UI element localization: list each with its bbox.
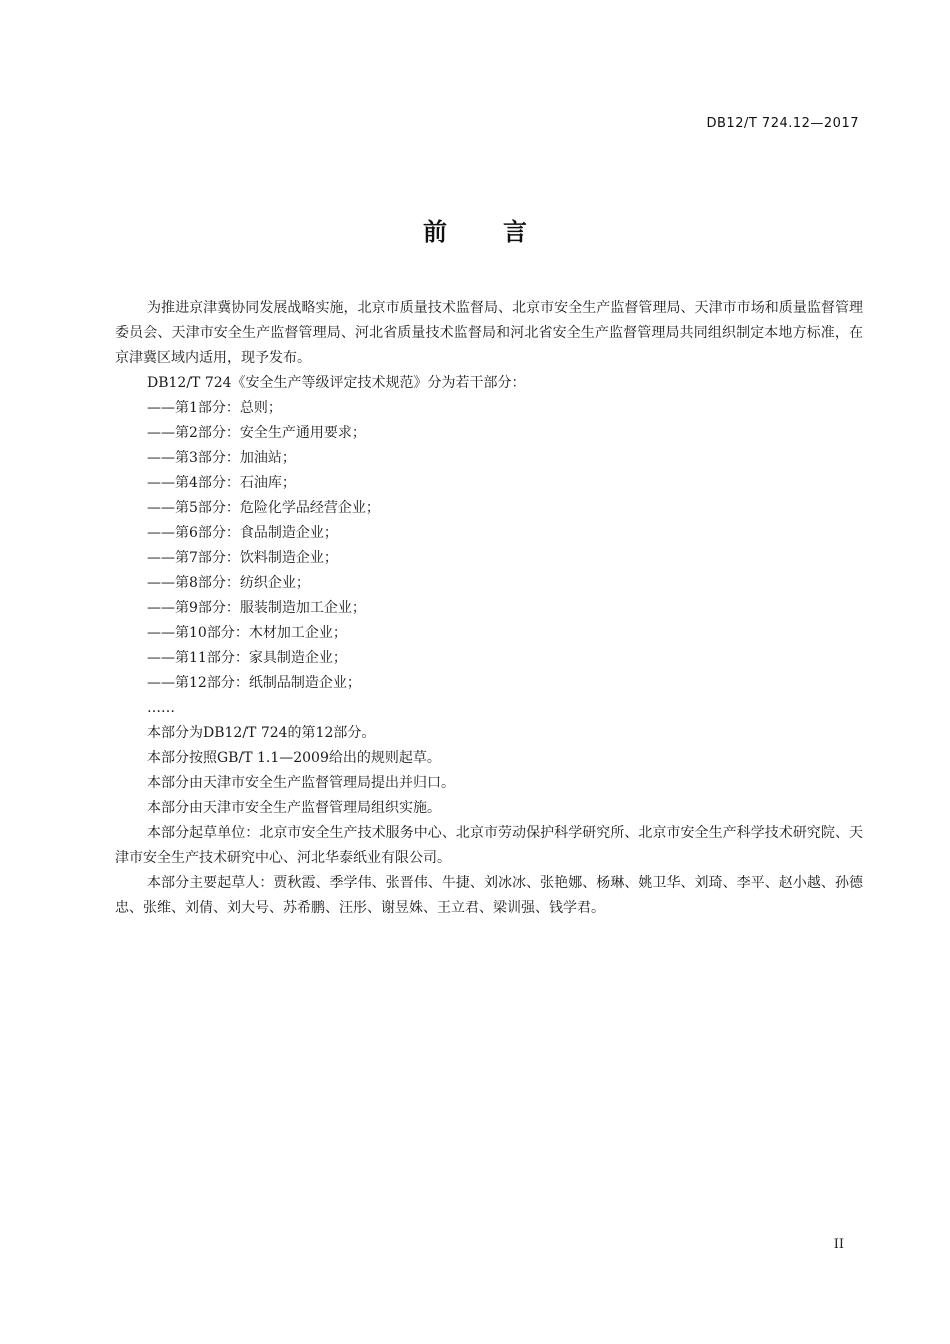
implemented-by-statement: 本部分由天津市安全生产监督管理局组织实施。 (147, 800, 441, 816)
page-number: II (833, 1237, 844, 1252)
list-item: ——第10部分：木材加工企业； (147, 625, 347, 641)
list-item: ——第9部分：服装制造加工企业； (147, 600, 366, 616)
list-item: ——第6部分：食品制造企业； (147, 525, 338, 541)
intro-paragraph: 为推进京津冀协同发展战略实施，北京市质量技术监督局、北京市安全生产监督管理局、天津市市场和质量监督管理委员会、天津市安全生产监督管理局、河北省质量技术监督局和河北省安全生产监督管理局共同组织制定本地方标准，在京津冀区域内适用，现予发布。 (115, 300, 863, 366)
list-item: ——第5部分：危险化学品经营企业； (147, 500, 380, 516)
drafters-paragraph: 本部分主要起草人：贾秋霞、季学伟、张晋伟、牛捷、刘冰冰、张艳娜、杨琳、姚卫华、刘琦、李平、赵小越、孙德忠、张维、刘倩、刘大号、苏希鹏、汪彤、谢昱姝、王立君、梁训强、钱学君。 (115, 875, 863, 916)
parts-intro-paragraph: DB12/T 724《安全生产等级评定技术规范》分为若干部分： (147, 375, 526, 391)
list-item: ——第2部分：安全生产通用要求； (147, 425, 366, 441)
drafting-rule-statement: 本部分按照GB/T 1.1—2009给出的规则起草。 (147, 750, 441, 766)
list-item: ——第8部分：纺织企业； (147, 575, 310, 591)
list-item: ——第1部分：总则； (147, 400, 282, 416)
foreword-body (115, 296, 863, 921)
list-item: ——第3部分：加油站； (147, 450, 296, 466)
standard-code: DB12/T 724.12—2017 (706, 116, 859, 131)
list-item: ——第12部分：纸制品制造企业； (147, 675, 361, 691)
list-item: ——第11部分：家具制造企业； (147, 650, 347, 666)
proposed-by-statement: 本部分由天津市安全生产监督管理局提出并归口。 (147, 775, 455, 791)
list-item: ——第7部分：饮料制造企业； (147, 550, 338, 566)
ellipsis: …… (147, 700, 175, 716)
drafting-units-paragraph: 本部分起草单位：北京市安全生产技术服务中心、北京市劳动保护科学研究所、北京市安全生产科学技术研究院、天津市安全生产技术研究中心、河北华泰纸业有限公司。 (115, 825, 863, 866)
list-item: ——第4部分：石油库； (147, 475, 296, 491)
page-title: 前言 (423, 218, 583, 246)
this-part-statement: 本部分为DB12/T 724的第12部分。 (147, 725, 376, 741)
